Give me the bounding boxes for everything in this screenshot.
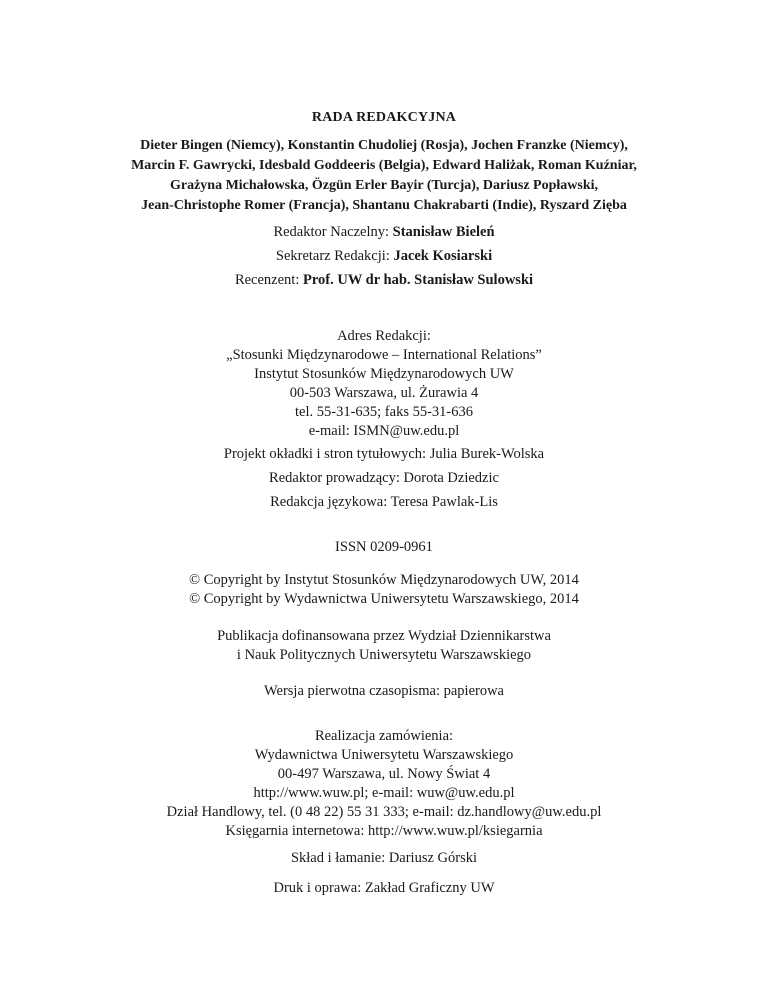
board-members — [0, 136, 768, 216]
issn: ISSN 0209-0961 — [335, 539, 433, 555]
editor-in-chief-name: Stanisław Bieleń — [392, 224, 495, 240]
editorial-secretary-label: Sekretarz Redakcji: — [275, 248, 394, 264]
publisher-line: Wydawnictwa Uniwersytetu Warszawskiego — [254, 747, 514, 763]
editor-in-chief — [0, 220, 768, 244]
publisher-line: Księgarnia internetowa: http://www.wuw.pl/ksiegarnia — [225, 823, 543, 839]
address-line: Adres Redakcji: — [337, 328, 431, 344]
editorial-address — [0, 327, 768, 441]
publisher-line: Realizacja zamówienia: — [314, 728, 454, 744]
address-line: e-mail: ISMN@uw.edu.pl — [308, 423, 460, 439]
funding-line: i Nauk Politycznych Uniwersytetu Warszawskiego — [236, 647, 532, 663]
production-credits — [0, 442, 768, 514]
editorial-secretary-name: Jacek Kosiarski — [393, 248, 493, 264]
board-heading: RADA REDAKCYJNA — [311, 110, 457, 125]
credit-line: Redakcja językowa: Teresa Pawlak-Lis — [270, 494, 498, 510]
credit-line: Projekt okładki i stron tytułowych: Julia Burek-Wolska — [223, 446, 545, 462]
address-line: tel. 55-31-635; faks 55-31-636 — [295, 404, 473, 420]
board-members-line: Marcin F. Gawrycki, Idesbald Goddeeris (Belgia), Edward Haliżak, Roman Kuźniar, — [131, 158, 637, 173]
editorial-secretary — [0, 244, 768, 268]
credit-line: Redaktor prowadzący: Dorota Dziedzic — [269, 470, 499, 486]
copyright-line: © Copyright by Instytut Stosunków Międzynarodowych UW, 2014 — [189, 572, 579, 588]
publisher-info — [0, 727, 768, 841]
publisher-line: 00-497 Warszawa, ul. Nowy Świat 4 — [277, 766, 491, 782]
typesetting-credit: Skład i łamanie: Dariusz Górski — [290, 850, 478, 866]
funding-line: Publikacja dofinansowana przez Wydział Dziennikarstwa — [217, 628, 551, 644]
address-line: Instytut Stosunków Międzynarodowych UW — [254, 366, 514, 382]
reviewer-name: Prof. UW dr hab. Stanisław Sulowski — [302, 272, 534, 288]
version-note: Wersja pierwotna czasopisma: papierowa — [263, 683, 504, 699]
editor-in-chief-label: Redaktor Naczelny: — [273, 224, 393, 240]
reviewer-label: Recenzent: — [234, 272, 303, 288]
copyright — [0, 571, 768, 609]
board-members-line: Dieter Bingen (Niemcy), Konstantin Chudoliej (Rosja), Jochen Franzke (Niemcy), — [140, 138, 628, 153]
publisher-line: http://www.wuw.pl; e-mail: wuw@uw.edu.pl — [253, 785, 515, 801]
funding-note — [0, 627, 768, 665]
publisher-line: Dział Handlowy, tel. (0 48 22) 55 31 333; e-mail: dz.handlowy@uw.edu.pl — [166, 804, 602, 820]
address-line: „Stosunki Międzynarodowe – International Relations” — [226, 347, 542, 363]
printing-credit: Druk i oprawa: Zakład Graficzny UW — [273, 880, 495, 896]
board-members-line: Grażyna Michałowska, Özgün Erler Bayir (Turcja), Dariusz Popławski, — [169, 178, 599, 193]
address-line: 00-503 Warszawa, ul. Żurawia 4 — [289, 385, 479, 401]
copyright-line: © Copyright by Wydawnictwa Uniwersytetu Warszawskiego, 2014 — [189, 591, 579, 607]
editor-roles — [0, 220, 768, 292]
board-members-line: Jean-Christophe Romer (Francja), Shantanu Chakrabarti (Indie), Ryszard Zięba — [141, 198, 627, 213]
reviewer — [0, 268, 768, 292]
